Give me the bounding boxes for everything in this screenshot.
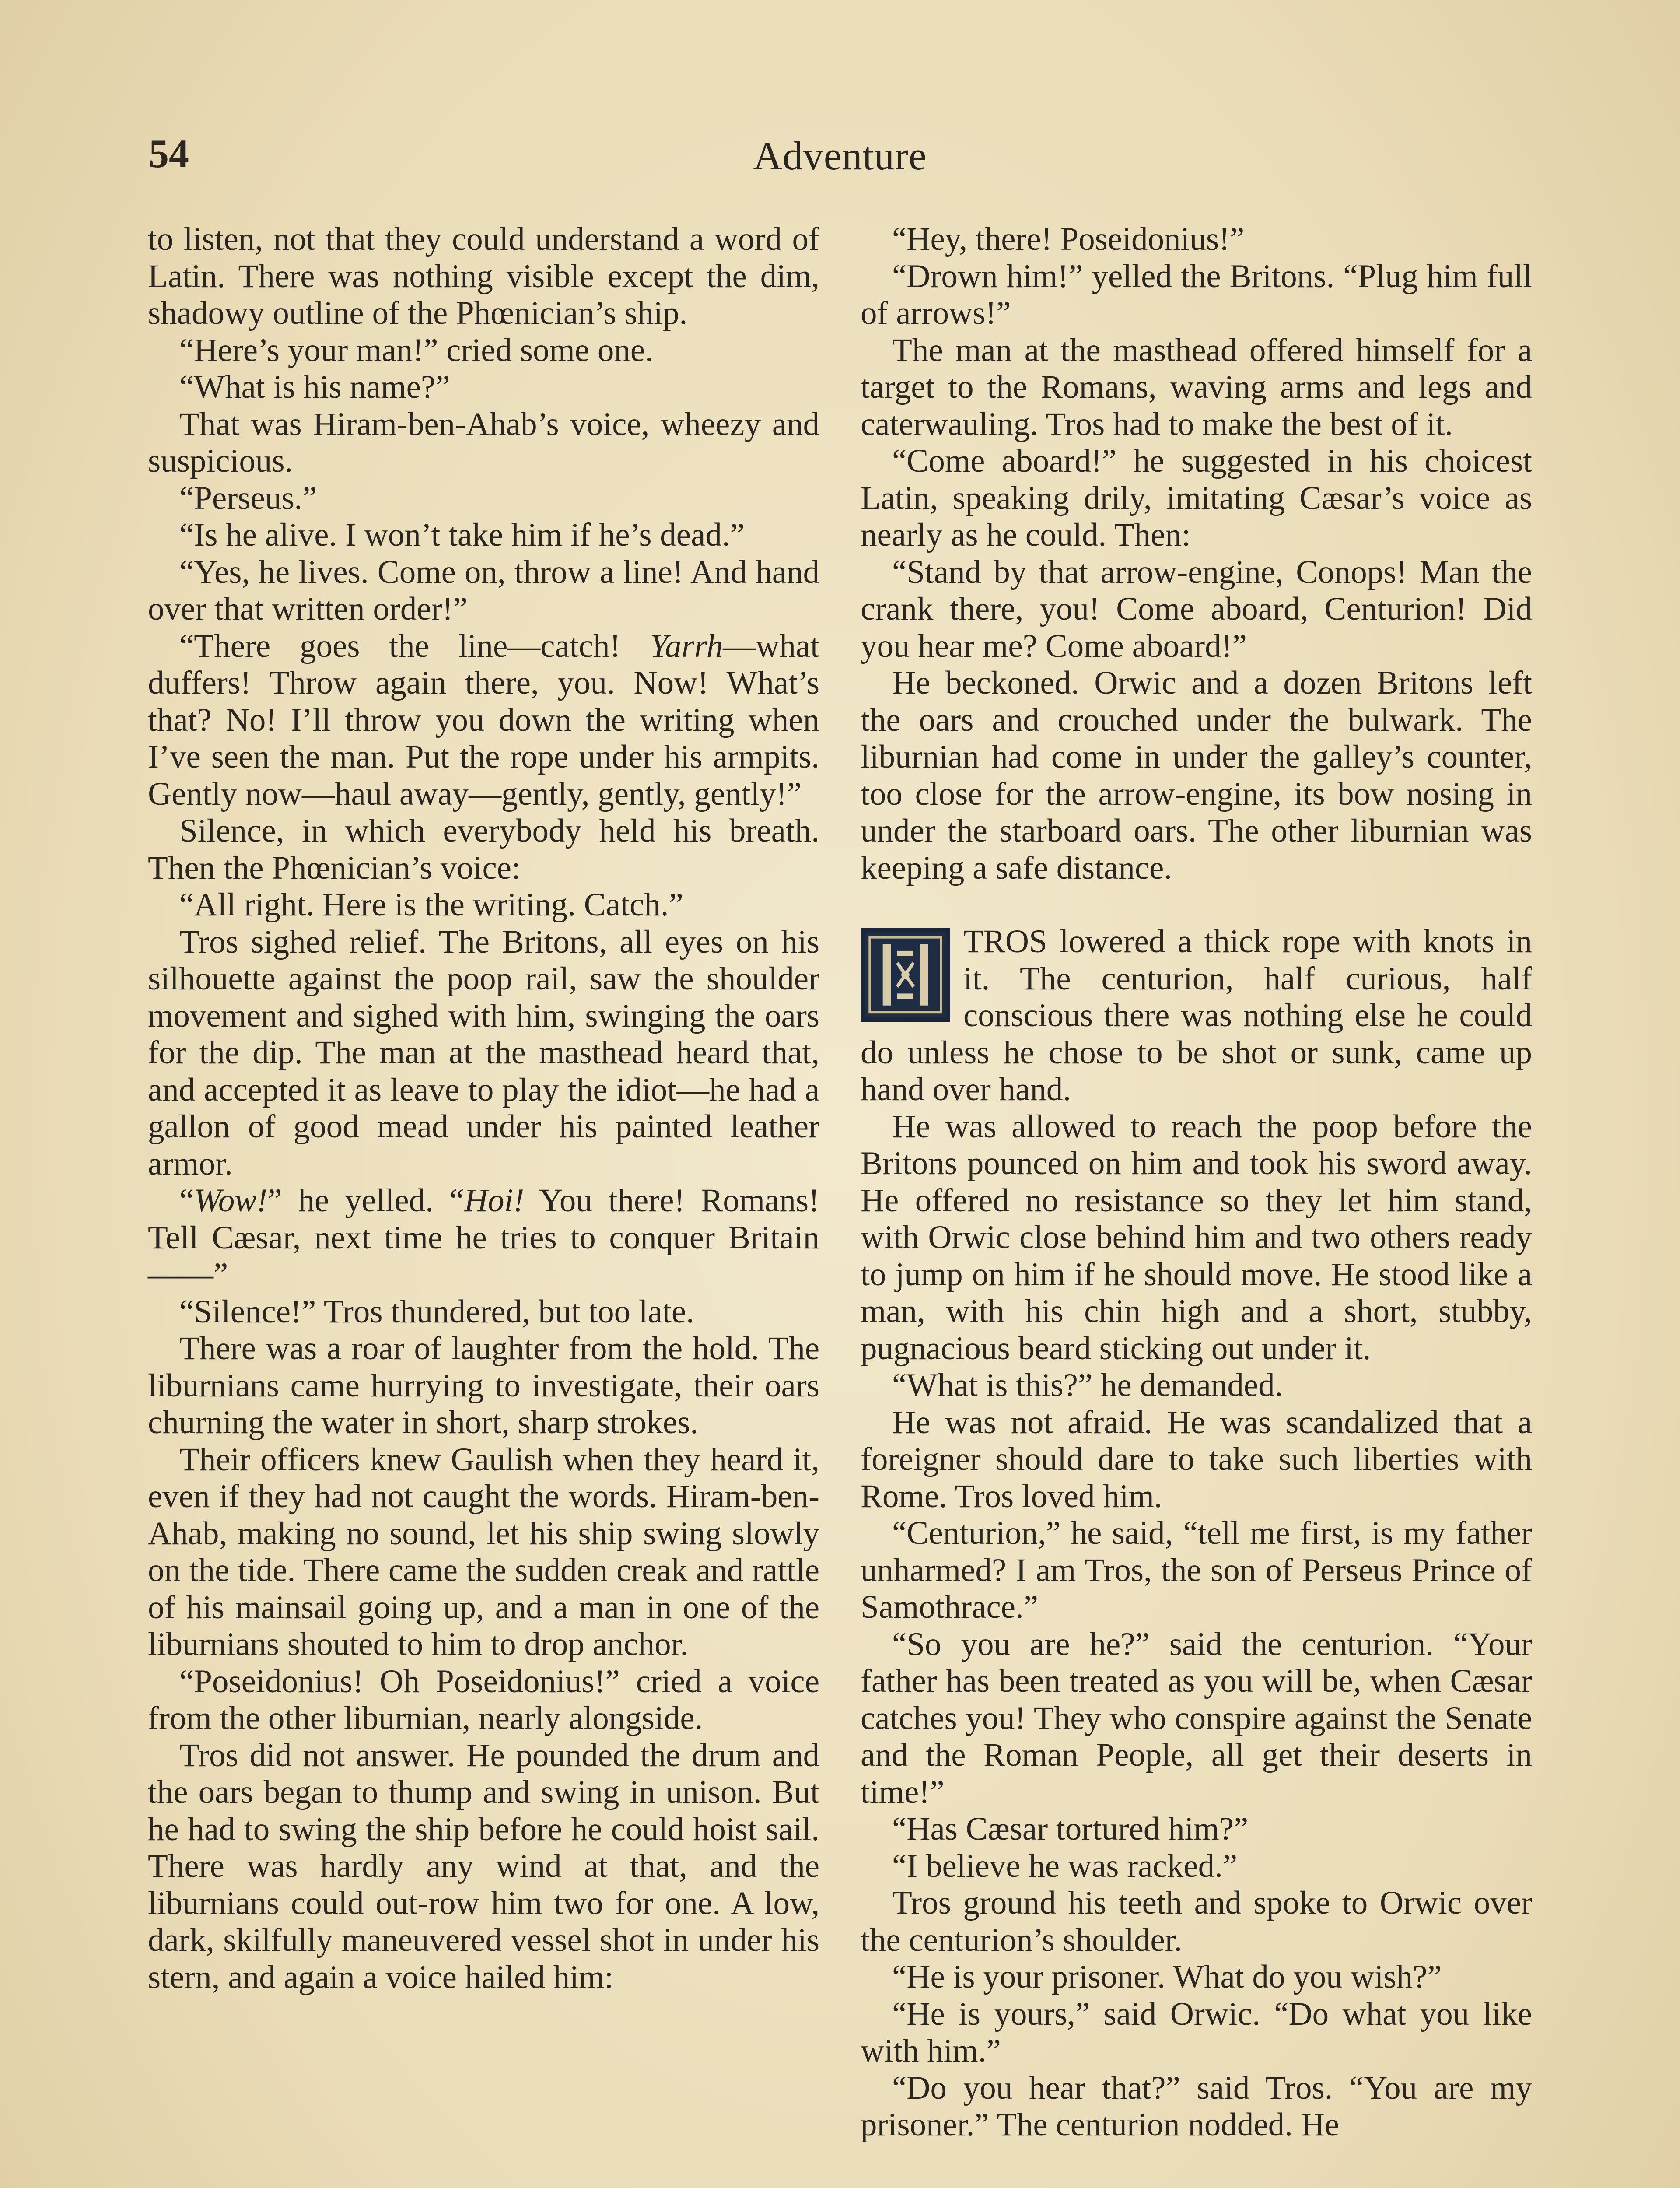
paragraph: “Do you hear that?” said Tros. “You are my prisoner.” The centurion nodded. He — [861, 2069, 1532, 2143]
paragraph: “He is your prisoner. What do you wish?” — [892, 1959, 1442, 1995]
paragraph: to listen, not that they could understand a word of Latin. There was nothing visible except the dim, shadowy outline of the Phœnician’s ship. — [148, 221, 819, 331]
paragraph: “Here’s your man!” cried some one. — [179, 332, 653, 368]
paragraph: Tros ground his teeth and spoke to Orwic over the centurion’s shoulder. — [861, 1885, 1532, 1958]
paragraph: “Drown him!” yelled the Britons. “Plug him full of arrows!” — [861, 258, 1532, 331]
left-text-column — [148, 221, 819, 1996]
paragraph: “Poseidonius! Oh Poseidonius!” cried a voice from the other liburnian, nearly alongside. — [148, 1663, 819, 1736]
paragraph: “So you are he?” said the centurion. “Your father has been treated as you will be, when Cæsar catches you! They who conspire against the Senate and the Roman People, all get their deserts in time!” — [861, 1626, 1532, 1810]
paragraph: He beckoned. Orwic and a dozen Britons left the oars and crouched under the bulwark. The liburnian had come in under the galley’s counter, too close for the arrow-engine, its bow nosing in under the starboard oars. The other liburnian was keeping a safe distance. — [861, 665, 1532, 886]
paragraph: “What is his name?” — [179, 369, 450, 405]
right-text-column — [861, 221, 1532, 2144]
paragraph: Their officers knew Gaulish when they heard it, even if they had not caught the words. Hiram-ben-Ahab, making no sound, let his ship swing slowly on the tide. There came the sudden creak and rattle of his mainsail going up, and a man in one of the liburnians shouted to him to drop anchor. — [148, 1441, 819, 1662]
paragraph: “There goes the line—catch! Yarrh—what duffers! Throw again there, you. Now! What’s that? No! I’ll throw you down the writing when I’ve seen the man. Put the rope under his armpits. Gently now—haul away—gently, gently, gently!” — [148, 628, 819, 812]
paragraph: “What is this?” he demanded. — [892, 1367, 1283, 1403]
right-column-section-a — [861, 221, 1532, 887]
paragraph: He was allowed to reach the poop before the Britons pounced on him and took his sword away. He offered no resistance so they let him stand, with Orwic close behind him and two others ready to jump on him if he should move. He stood like a man, with his chin high and a short, stubby, pugnacious beard sticking out under it. — [861, 1108, 1532, 1367]
paragraph: “He is yours,” said Orwic. “Do what you like with him.” — [861, 1995, 1532, 2069]
paragraph: There was a roar of laughter from the hold. The liburnians came hurrying to investigate, their oars churning the water in short, sharp strokes. — [148, 1330, 819, 1441]
paragraph: “Yes, he lives. Come on, throw a line! And hand over that written order!” — [148, 554, 819, 627]
paragraph: That was Hiram-ben-Ahab’s voice, wheezy and suspicious. — [148, 406, 819, 479]
paragraph: He was not afraid. He was scandalized that a foreigner should dare to take such liberties with Rome. Tros loved him. — [861, 1404, 1532, 1515]
paragraph: Tros did not answer. He pounded the drum and the oars began to thump and swing in unison. But he had to swing the ship before he could hoist sail. There was hardly any wind at that, and the liburnians could out-row him two for one. A low, dark, skilfully maneuvered vessel shot in under his stern, and again a voice hailed him: — [148, 1737, 819, 1995]
paragraph: “Centurion,” he said, “tell me first, is my father unharmed? I am Tros, the son of Perseus Prince of Samothrace.” — [861, 1515, 1532, 1625]
paragraph: TROS lowered a thick rope with knots in it. The centurion, half curious, half conscious there was nothing else he could do unless he chose to be shot or sunk, came up hand over hand. — [861, 923, 1532, 1108]
section-break — [861, 887, 1532, 923]
paragraph: Silence, in which everybody held his breath. Then the Phœnician’s voice: — [148, 813, 819, 886]
paragraph: Tros sighed relief. The Britons, all eyes on his silhouette against the poop rail, saw the shoulder movement and sighed with him, swinging the oars for the dip. The man at the masthead heard that, and accepted it as leave to play the idiot—he had a gallon of good mead under his painted leather armor. — [148, 923, 819, 1182]
paragraph: “All right. Here is the writing. Catch.” — [179, 887, 683, 923]
paragraph: “Is he alive. I won’t take him if he’s dead.” — [179, 517, 745, 553]
right-column-section-b — [861, 923, 1532, 2144]
paragraph: “Perseus.” — [179, 480, 317, 516]
paragraph: “Has Cæsar tortured him?” — [892, 1811, 1249, 1847]
paragraph: “Silence!” Tros thundered, but too late. — [179, 1293, 694, 1330]
paragraph: “Stand by that arrow-engine, Conops! Man the crank there, you! Come aboard, Centurion! Did you hear me? Come aboard!” — [861, 554, 1532, 664]
paragraph: “Hey, there! Poseidonius!” — [892, 221, 1245, 257]
decorated-initial-icon — [861, 928, 950, 1022]
paragraph: The man at the masthead offered himself for a target to the Romans, waving arms and legs and caterwauling. Tros had to make the best of it. — [861, 332, 1532, 442]
paragraph: “Wow!” he yelled. “Hoi! You there! Romans! Tell Cæsar, next time he tries to conquer Britain——” — [148, 1182, 819, 1293]
paragraph: “I believe he was racked.” — [892, 1848, 1238, 1884]
page-number: 54 — [149, 131, 189, 176]
running-head-title: Adventure — [753, 133, 927, 178]
paragraph: “Come aboard!” he suggested in his choicest Latin, speaking drily, imitating Cæsar’s voice as nearly as he could. Then: — [861, 443, 1532, 553]
